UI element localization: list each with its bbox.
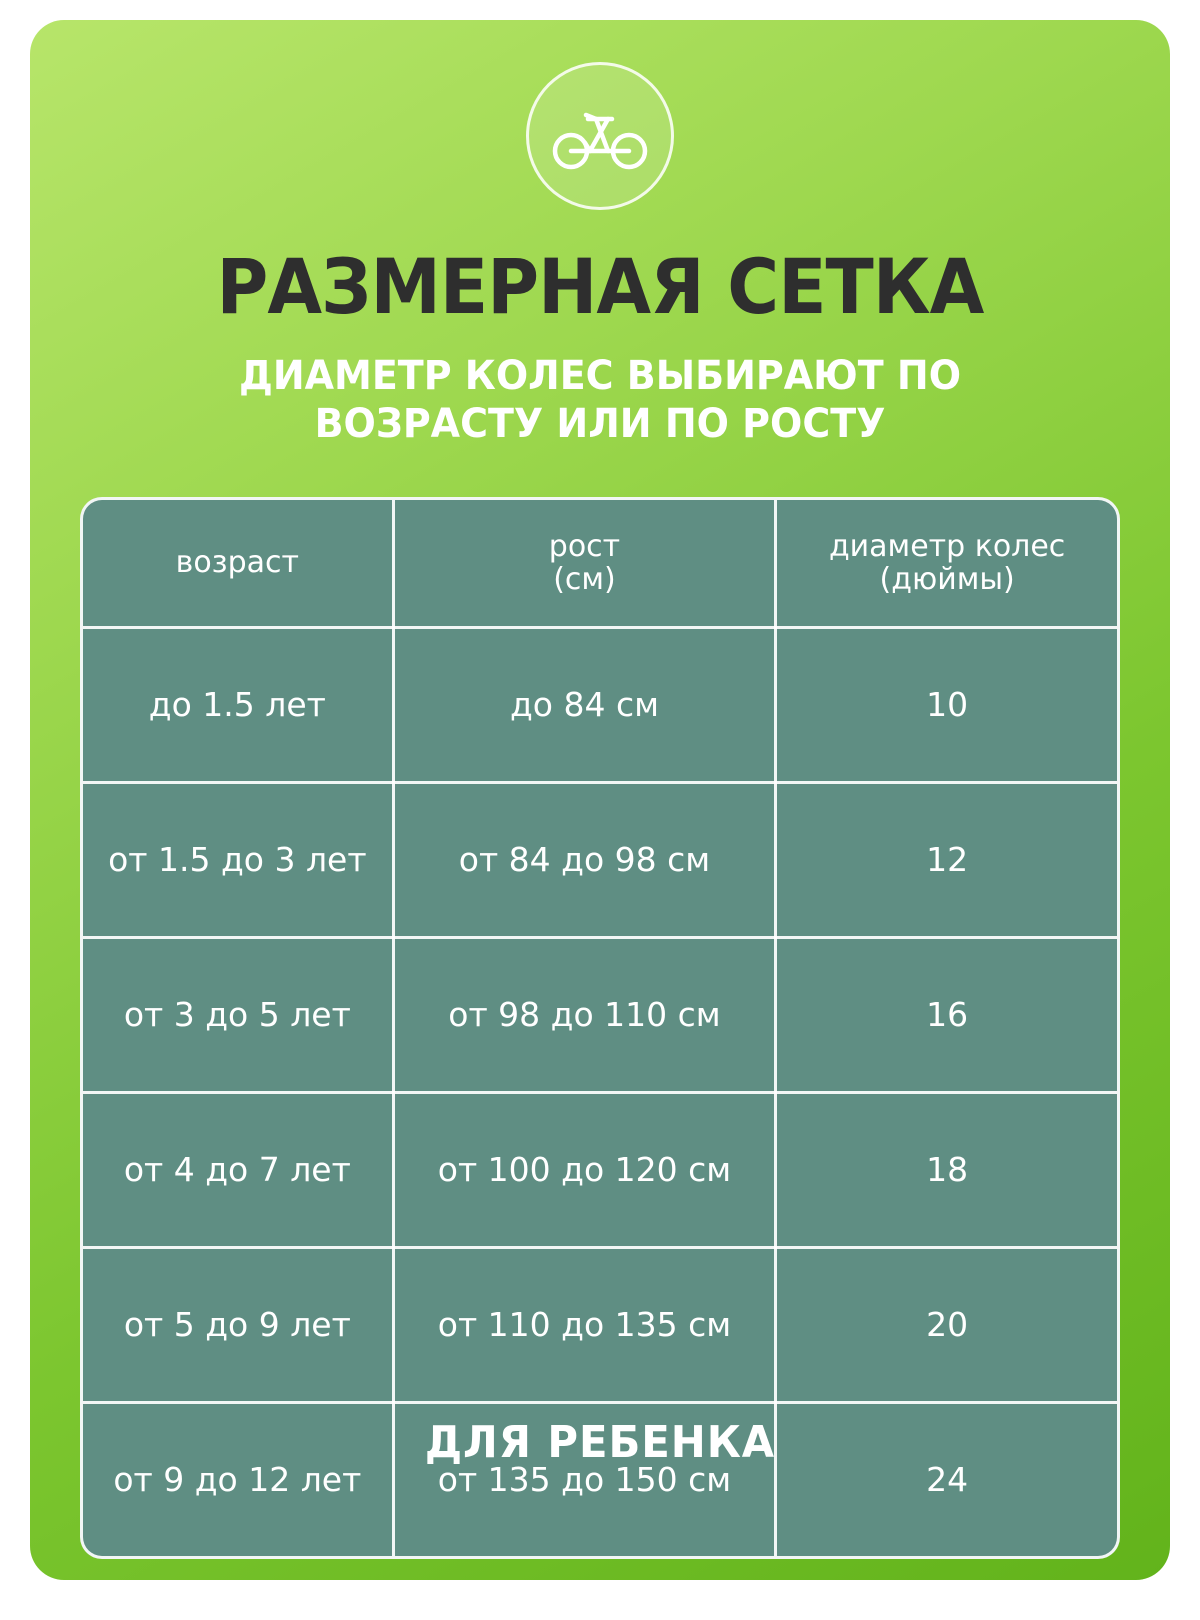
cell-height: до 84 см [393, 628, 776, 783]
table-row [83, 938, 1117, 1093]
cell-age: от 4 до 7 лет [83, 1093, 393, 1248]
size-table-container [80, 497, 1120, 1559]
cell-age: от 9 до 12 лет [83, 1403, 393, 1557]
cell-wheel: 16 [776, 938, 1117, 1093]
column-header-height-line1: рост [548, 528, 621, 564]
table-header-row [83, 500, 1117, 628]
cell-height: от 100 до 120 см [393, 1093, 776, 1248]
cell-age: от 5 до 9 лет [83, 1248, 393, 1403]
table-row [83, 783, 1117, 938]
cell-wheel: 20 [776, 1248, 1117, 1403]
column-header-height-line2: (см) [553, 562, 616, 598]
table-row [83, 1248, 1117, 1403]
cell-height: от 110 до 135 см [393, 1248, 776, 1403]
table-row [83, 628, 1117, 783]
column-header-wheel-line1: диаметр колес [828, 528, 1066, 564]
column-header-age [83, 500, 393, 628]
size-table [83, 500, 1117, 1556]
cell-wheel: 10 [776, 628, 1117, 783]
cell-wheel: 24 [926, 1459, 969, 1499]
cell-age: от 3 до 5 лет [83, 938, 393, 1093]
logo-container [74, 62, 1126, 210]
cell-height: от 135 до 150 см [393, 1403, 776, 1557]
cell-height: от 98 до 110 см [393, 938, 776, 1093]
size-chart-poster [30, 20, 1170, 1580]
column-header-wheel-line2: (дюймы) [879, 562, 1015, 598]
page-title: РАЗМЕРНАЯ СЕТКА [216, 242, 984, 331]
cell-age: до 1.5 лет [83, 628, 393, 783]
cell-wheel: 12 [776, 783, 1117, 938]
footer-caption: ДЛЯ РЕБЕНКА [424, 1417, 776, 1468]
cell-wheel: 18 [776, 1093, 1117, 1248]
column-header-age-line1: возраст [175, 545, 300, 581]
column-header-wheel [776, 500, 1117, 628]
page-subtitle: ДИАМЕТР КОЛЕС ВЫБИРАЮТ ПО ВОЗРАСТУ ИЛИ ПО РОСТУ [238, 352, 962, 448]
cell-age: от 1.5 до 3 лет [83, 783, 393, 938]
table-row [83, 1093, 1117, 1248]
bicycle-icon [526, 62, 674, 210]
column-header-height [393, 500, 776, 628]
cell-height: от 84 до 98 см [393, 783, 776, 938]
